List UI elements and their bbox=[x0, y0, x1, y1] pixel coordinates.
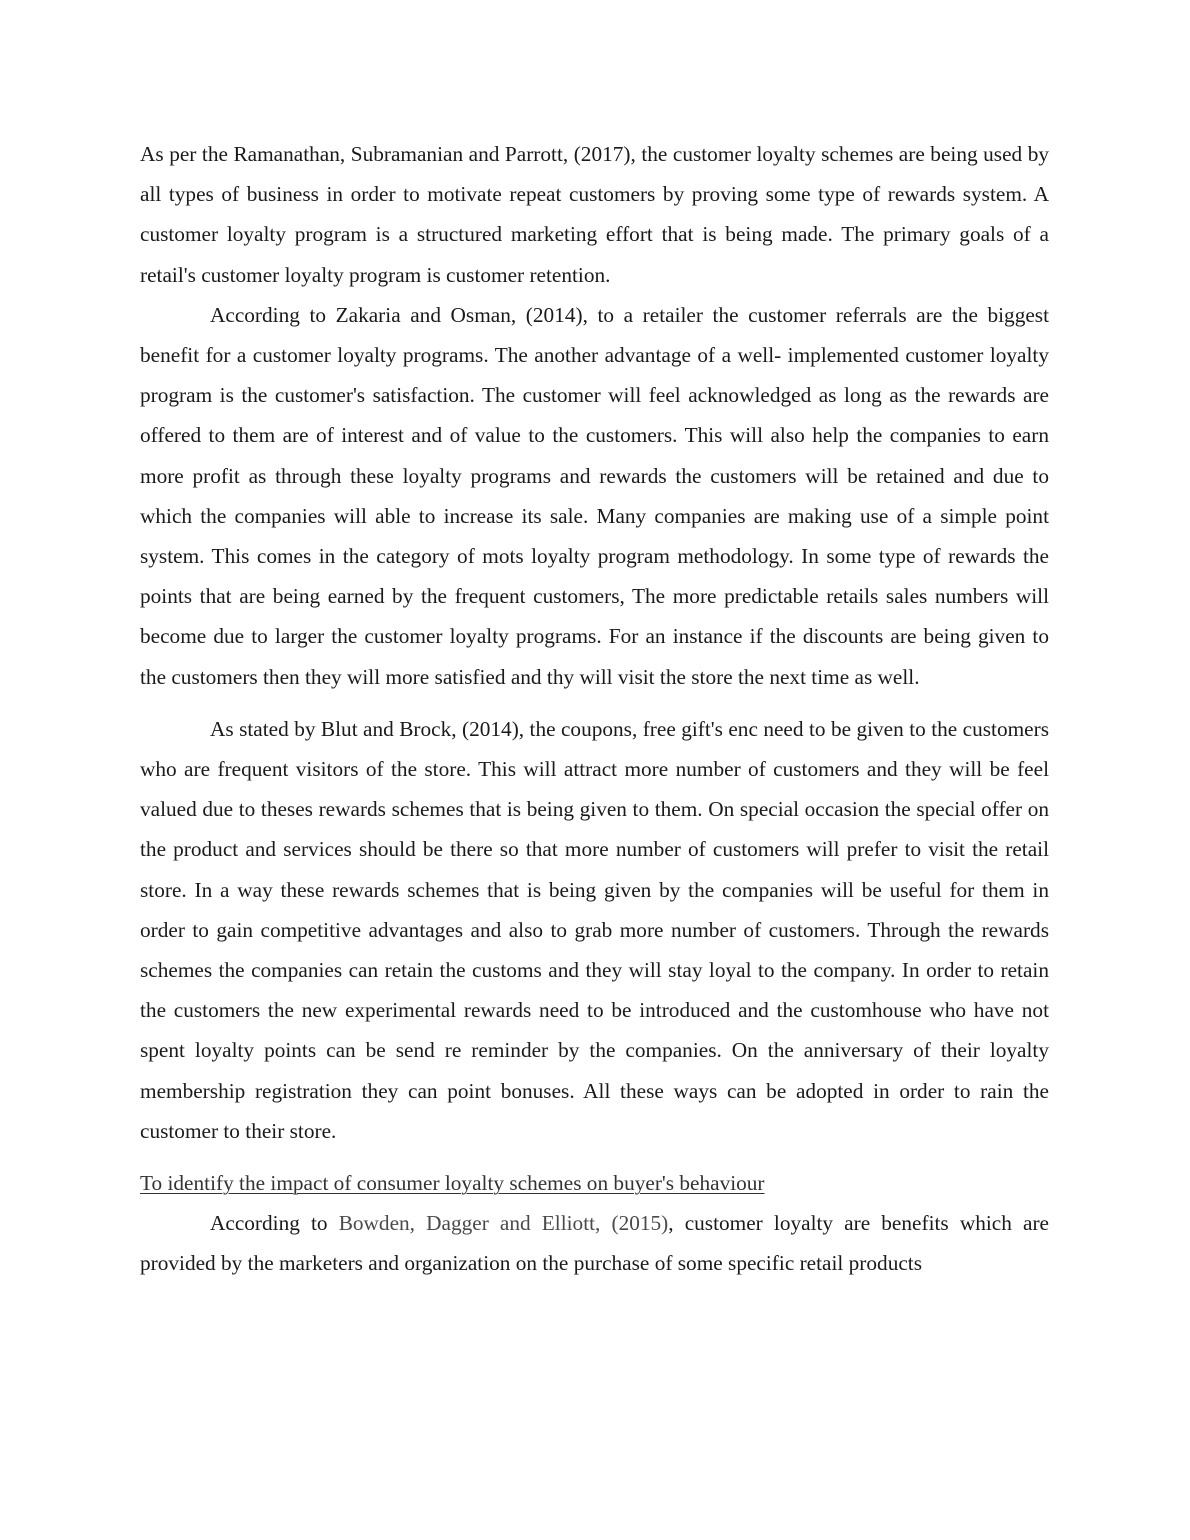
paragraph-bowden bbox=[140, 1203, 1049, 1283]
paragraph-blut: As stated by Blut and Brock, (2014), the coupons, free gift's enc need to be given to the customers who are frequent visitors of the store. This will attract more number of customers and they will be feel valued due to theses rewards schemes that is being given to them. On special occasion the special offer on the product and services should be there so that more number of customers will prefer to visit the retail store. In a way these rewards schemes that is being given by the companies will be useful for them in order to gain competitive advantages and also to grab more number of customers. Through the rewards schemes the companies can retain the customs and they will stay loyal to the company. In order to retain the customers the new experimental rewards need to be introduced and the customhouse who have not spent loyalty points can be send re reminder by the companies. On the anniversary of their loyalty membership registration they can point bonuses. All these ways can be adopted in order to rain the customer to their store. bbox=[140, 716, 1049, 1143]
document-page bbox=[140, 134, 1049, 1284]
paragraph-ramanathan: As per the Ramanathan, Subramanian and Parrott, (2017), the customer loyalty schemes are being used by all types of business in order to motivate repeat customers by proving some type of rewards system. A customer loyalty program is a structured marketing effort that is being made. The primary goals of a retail's customer loyalty program is customer retention. bbox=[140, 142, 1049, 287]
paragraph-bowden-lead: According to bbox=[210, 1211, 339, 1236]
paragraph-zakaria: According to Zakaria and Osman, (2014), to a retailer the customer referrals are the biggest benefit for a customer loyalty programs. The another advantage of a well- implemented customer loyalty program is the customer's satisfaction. The customer will feel acknowledged as long as the rewards are offered to them are of interest and of value to the customers. This will also help the companies to earn more profit as through these loyalty programs and rewards the customers will be retained and due to which the companies will able to increase its sale. Many companies are making use of a simple point system. This comes in the category of mots loyalty program methodology. In some type of rewards the points that are being earned by the frequent customers, The more predictable retails sales numbers will become due to larger the customer loyalty programs. For an instance if the discounts are being given to the customers then they will more satisfied and thy will visit the store the next time as well. bbox=[140, 302, 1049, 689]
citation-bowden: Bowden, Dagger and Elliott, (2015) bbox=[338, 1211, 669, 1236]
paragraph-bowden-rest: , customer loyalty are benefits which are provided by the marketers and organization on the purchase of some specific retail products bbox=[140, 1211, 1049, 1276]
section-heading: To identify the impact of consumer loyalty schemes on buyer's behaviour bbox=[140, 1171, 765, 1196]
